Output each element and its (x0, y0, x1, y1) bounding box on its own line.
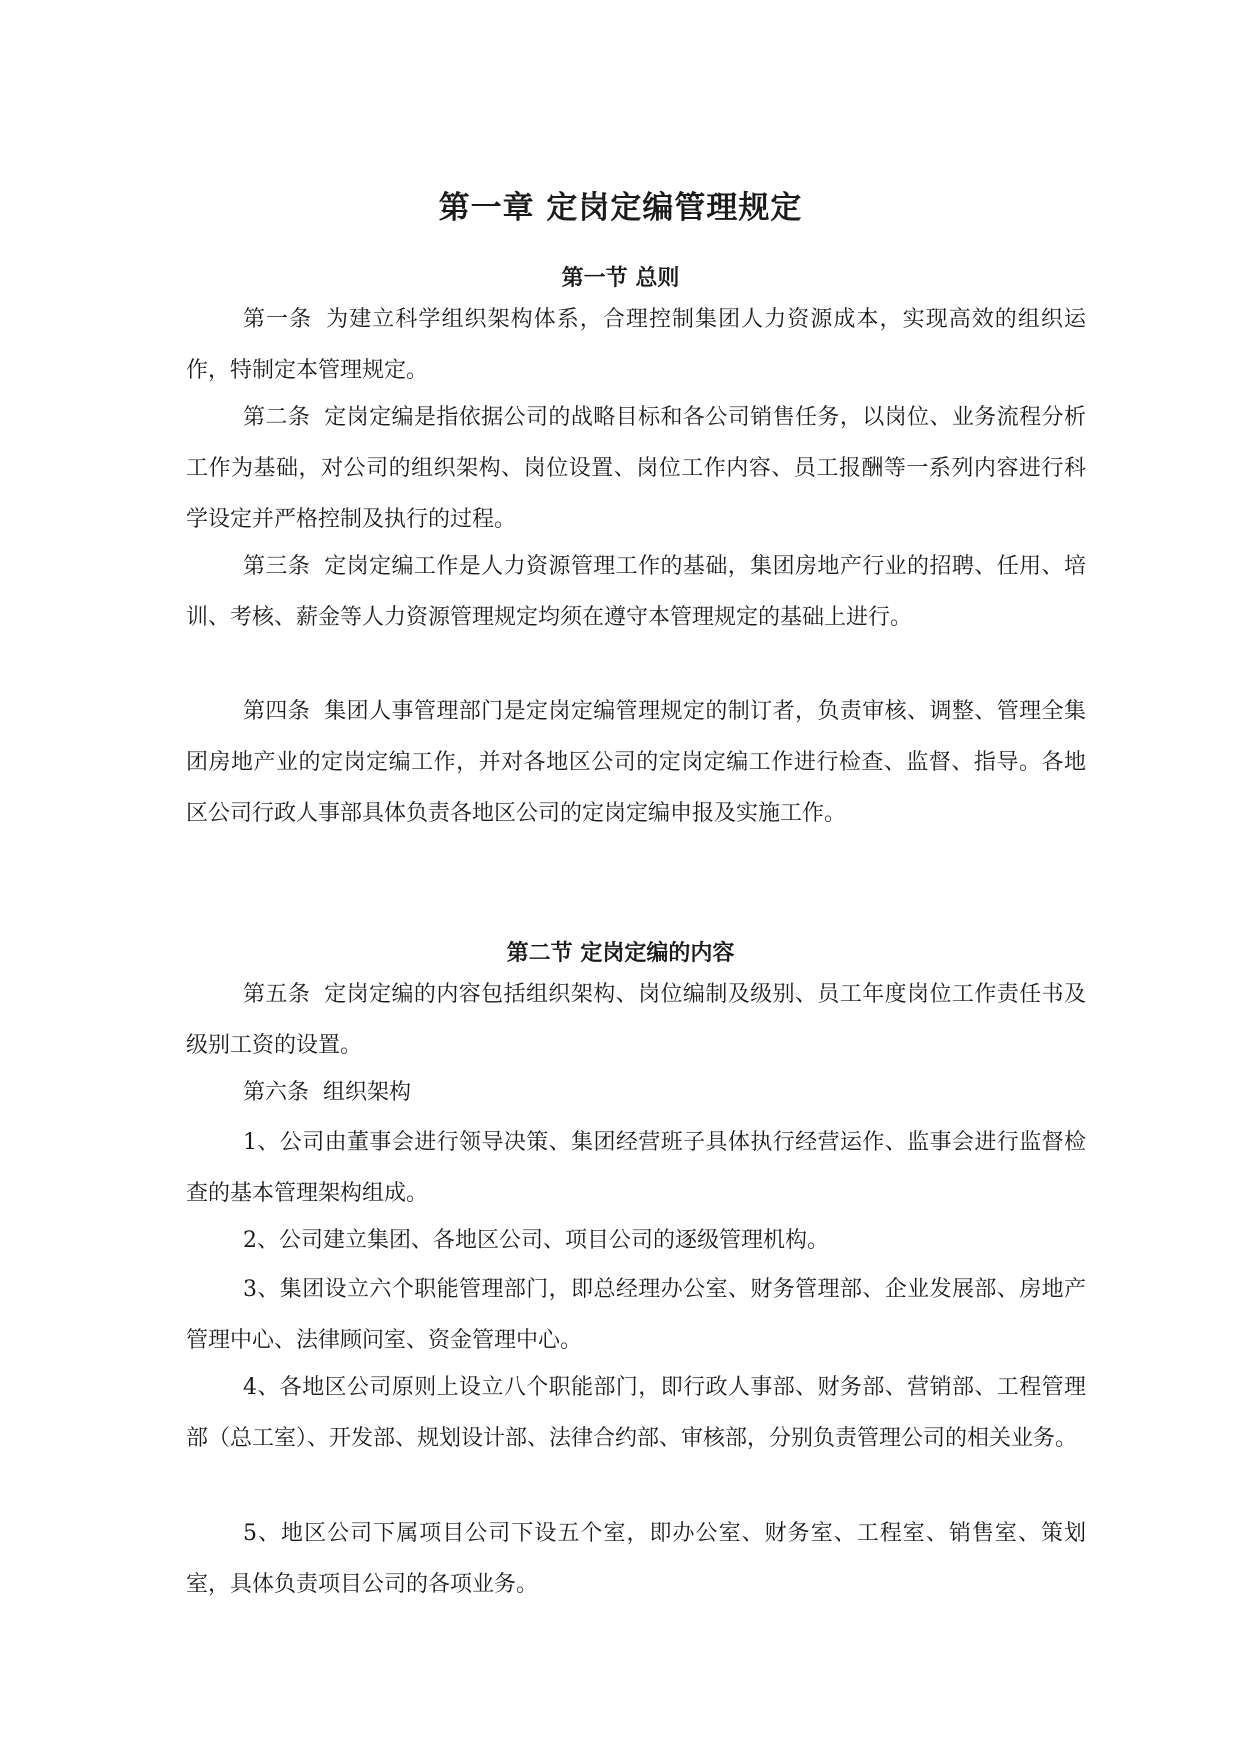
article-1 (186, 294, 1086, 396)
article-6 (186, 1067, 1086, 1118)
article-6-label: 第六条 (243, 1080, 310, 1105)
list-item: 2、公司建立集团、各地区公司、项目公司的逐级管理机构。 (243, 1228, 829, 1253)
list-item: 4、各地区公司原则上设立八个职能部门，即行政人事部、财务部、营销部、工程管理部（总工室）、开发部、规划设计部、法律合约部、审核部，分别负责管理公司的相关业务。 (186, 1375, 1086, 1451)
article-4 (186, 686, 1086, 839)
article-5-label: 第五条 (243, 982, 311, 1007)
article-1-label: 第一条 (243, 307, 313, 332)
article-5-text: 定岗定编的内容包括组织架构、岗位编制及级别、员工年度岗位工作责任书及级别工资的设置。 (186, 982, 1086, 1058)
list-item: 5、地区公司下属项目公司下设五个室，即办公室、财务室、工程室、销售室、策划室，具体负责项目公司的各项业务。 (186, 1521, 1086, 1597)
article-3 (186, 541, 1086, 643)
article-2 (186, 392, 1086, 545)
article-4-text: 集团人事管理部门是定岗定编管理规定的制订者，负责审核、调整、管理全集团房地产业的定岗定编工作，并对各地区公司的定岗定编工作进行检查、监督、指导。各地区公司行政人事部具体负责各地区公司的定岗定编申报及实施工作。 (186, 699, 1086, 826)
section-1-heading: 第一节 总则 (561, 265, 680, 291)
section-2-heading: 第二节 定岗定编的内容 (506, 940, 735, 966)
article-3-label: 第三条 (243, 554, 311, 579)
chapter-title: 第一章 定岗定编管理规定 (438, 190, 803, 226)
list-item: 1、公司由董事会进行领导决策、集团经营班子具体执行经营运作、监事会进行监督检查的基本管理架构组成。 (186, 1130, 1086, 1206)
article-1-text: 为建立科学组织架构体系，合理控制集团人力资源成本，实现高效的组织运作，特制定本管理规定。 (186, 307, 1086, 383)
article-2-text: 定岗定编是指依据公司的战略目标和各公司销售任务，以岗位、业务流程分析工作为基础，对公司的组织架构、岗位设置、岗位工作内容、员工报酬等一系列内容进行科学设定并严格控制及执行的过程。 (186, 405, 1086, 532)
list-item: 3、集团设立六个职能管理部门，即总经理办公室、财务管理部、企业发展部、房地产管理中心、法律顾问室、资金管理中心。 (186, 1277, 1086, 1353)
article-5 (186, 969, 1086, 1071)
article-6-text: 组织架构 (323, 1080, 412, 1105)
article-4-label: 第四条 (243, 699, 311, 724)
article-2-label: 第二条 (243, 405, 311, 430)
article-3-text: 定岗定编工作是人力资源管理工作的基础，集团房地产行业的招聘、任用、培训、考核、薪金等人力资源管理规定均须在遵守本管理规定的基础上进行。 (186, 554, 1086, 630)
